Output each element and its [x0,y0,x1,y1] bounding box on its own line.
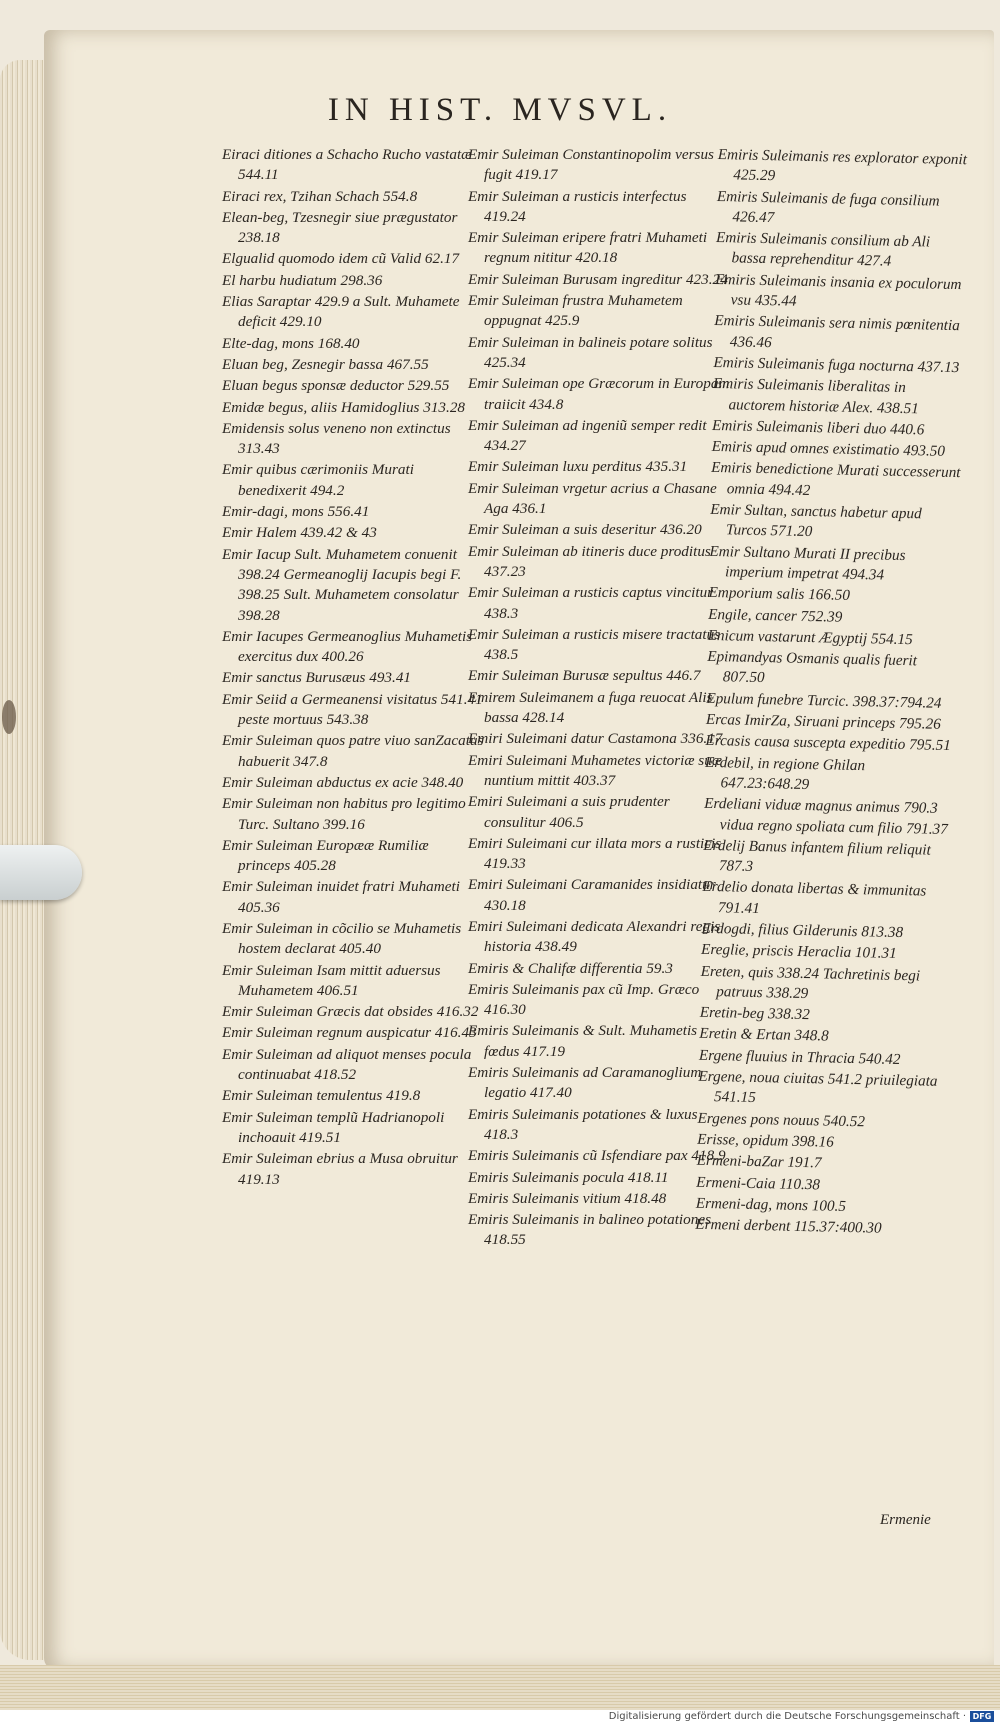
index-entry: Emir Suleiman Burusæ sepultus 446.7 [468,667,701,685]
index-entry: Epimandyas Osmanis qualis fuerit 807.50 [707,648,918,687]
index-entry: Emidæ begus, aliis Hamidoglius 313.28 [222,398,466,416]
index-entry: Ermeni derbent 115.37:400.30 [695,1215,882,1237]
index-entry: Emir Suleiman ad aliquot menses pocula continuabat 418.52 [222,1045,472,1084]
index-entry: Emporium salis 166.50 [708,584,851,605]
index-entry: Emiris Suleimanis potationes & luxus 418.3 [468,1105,698,1143]
index-entry: Emiris Suleimanis sera nimis pœnitentia 436.46 [714,312,960,351]
book-bottom-edge [0,1665,1000,1710]
index-entry: Emiri Suleimani Caramanides insidiatur 430.18 [468,876,716,914]
index-entry: El harbu hudiatum 298.36 [222,271,383,289]
index-entry: Emir Suleiman templũ Hadrianopoli inchoauit 419.51 [222,1108,445,1146]
index-entry: Emiri Suleimani cur illata mors a rusticis 419.33 [468,834,722,873]
index-entry: Enicum vastarunt Ægyptij 554.15 [707,626,913,649]
index-entry: Emir-dagi, mons 556.41 [222,503,370,521]
index-entry: Engile, cancer 752.39 [707,605,843,626]
index-entry: Eluan beg, Zesnegir bassa 467.55 [222,355,429,373]
index-entry: Emir Sultan, sanctus habetur apud Turcos 571.20 [710,500,922,541]
index-entry: Emir Suleiman ope Græcorum in Europam traiicit 434.8 [468,375,730,413]
index-entry: Emir Suleiman a rusticis misere tractatus 438.5 [468,625,721,664]
index-entry: Eiraci ditiones a Schacho Rucho vastatæ 544.11 [222,146,472,184]
index-entry: Emiris & Chalifæ differentia 59.3 [468,959,673,977]
index-entry: Emiris Suleimanis in balineo potationes 418.55 [468,1211,711,1249]
index-column-3 [695,145,968,1241]
index-entry: Emir Suleiman Europææ Rumiliæ princeps 405.28 [222,836,429,875]
index-entry: Emiri Suleimani a suis prudenter consulitur 406.5 [468,793,670,831]
index-entry: Emir sanctus Burusæus 493.41 [222,669,412,687]
index-entry: Emiri Suleimani dedicata Alexandri regis historia 438.49 [468,917,721,956]
index-entry: Erdebil, in regione Ghilan 647.23:648.29 [704,753,866,793]
running-header: IN HIST. MVSVL. [327,92,673,128]
index-entry: Emir Suleiman a suis deseritur 436.20 [468,521,702,539]
index-entry: Eretin-beg 338.32 [699,1003,810,1024]
index-entry: Emir Suleiman ad ingeniũ semper redit 434.27 [468,416,707,455]
index-entry: Emiris Suleimanis res explorator exponit 425.29 [717,145,968,185]
index-entry: Erdelij Banus infantem filium reliquit 787.3 [703,836,931,875]
index-entry: Emir Suleiman ab itineris duce proditus 437.23 [468,542,711,580]
index-entry: Ermeni-dag, mons 100.5 [695,1194,847,1215]
index-entry: Emir Suleiman in balineis potare solitus 425.34 [468,333,713,371]
index-entry: Elte-dag, mons 168.40 [222,334,360,352]
index-entry: Emir Suleiman in cõcilio se Muhametis hostem declarat 405.40 [222,919,462,958]
index-column-2 [468,145,730,1252]
index-entry: Erisse, opidum 398.16 [696,1130,835,1151]
index-entry: Emidensis solus veneno non extinctus 313.43 [222,419,451,458]
index-entry: Emiris Suleimanis de fuga consilium 426.47 [716,187,940,227]
index-entry: Emir Suleiman ebrius a Musa obruitur 419.13 [222,1150,458,1188]
index-entry: Emir Sultano Murati II precibus imperium impetrat 494.34 [709,542,906,584]
index-entry: Elgualid quomodo idem cũ Valid 62.17 [222,250,460,268]
index-entry: Erdeliani viduæ magnus animus 790.3 vidua regno spoliata cum filio 791.37 [704,795,948,838]
index-entry: Emir Suleiman non habitus pro legitimo Turc. Sultano 399.16 [222,795,466,833]
index-entry: Emiris Suleimanis pax cũ Imp. Græco 416.30 [468,980,700,1019]
index-entry: Emir quibus cærimoniis Murati benedixerit 494.2 [222,461,414,499]
index-entry: Emir Suleiman regnum auspicatur 416.43 [222,1024,477,1042]
index-entry: Emir Suleiman Isam mittit aduersus Muhametem 406.51 [222,961,441,999]
index-entry: Emiris Suleimanis fuga nocturna 437.13 [713,353,960,377]
index-entry: Elias Saraptar 429.9 a Sult. Muhamete deficit 429.10 [222,293,460,331]
index-entry: Ergenes pons nouus 540.52 [697,1109,866,1130]
funding-footer: Digitalisierung gefördert durch die Deutsche Forschungsgemeinschaft · [608,1711,966,1722]
index-entry: Emiris Suleimanis liberalitas in auctorem historiæ Alex. 438.51 [712,375,919,417]
index-entry: Emiris apud omnes existimatio 493.50 [711,438,946,460]
index-entry: Emiris Suleimanis consilium ab Ali bassa reprehenditur 427.4 [715,229,931,271]
index-entry: Ermeni-baZar 191.7 [696,1152,822,1172]
index-entry: Emiris Suleimanis ad Caramanoglium legatio 417.40 [468,1064,702,1102]
index-entry: Emir Iacup Sult. Muhametem conuenit 398.24 Germeanoglij Iacupis begi F. 398.25 Sult. Muhametem consolatur 398.28 [222,545,462,624]
index-entry: Erdogdi, filius Gilderunis 813.38 [701,919,904,942]
index-entry: Epulum funebre Turcic. 398.37:794.24 [706,689,942,712]
index-entry: Ergene, noua ciuitas 541.2 priuilegiata 541.15 [698,1067,938,1107]
index-entry: Ergene fluuius in Thracia 540.42 [698,1046,901,1068]
index-entry: Ereten, quis 338.24 Tachretinis begi patruus 338.29 [700,962,921,1002]
index-column-1 [222,145,484,1191]
index-entry: Emiris benedictione Murati successerunt omnia 494.42 [711,459,961,499]
index-entry: Emir Halem 439.42 & 43 [222,524,377,542]
index-entry: Emiris Suleimanis insania ex poculorum vsu 435.44 [715,270,962,310]
index-entry: Emir Suleiman vrgetur acrius a Chasane Aga 436.1 [468,479,717,518]
index-entry: Ermeni-Caia 110.38 [696,1173,821,1193]
index-entry: Emir Suleiman Burusam ingreditur 423.24 [468,270,728,288]
index-entry: Eretin & Ertan 348.8 [699,1025,829,1045]
index-entry: Ercasis causa suscepta expeditio 795.51 [705,732,952,755]
catchword: Ermenie [880,1512,931,1528]
index-entry: Emir Suleiman Constantinopolim versus fugit 419.17 [468,146,714,184]
ink-blot [2,700,16,734]
index-entry: Emir Suleiman temulentus 419.8 [222,1087,421,1105]
index-entry: Eluan begus sponsæ deductor 529.55 [222,377,450,395]
page-clip [0,845,82,900]
index-entry: Emir Suleiman a rusticis captus vincitur 438.3 [468,584,714,622]
index-entry: Emir Suleiman quos patre viuo sanZacatus habuerit 347.8 [222,732,484,770]
index-entry: Emir Seiid a Germeanensi visitatus 541.41 peste mortuus 543.38 [222,690,483,729]
index-entry: Emir Iacupes Germeanoglius Muhametis exercitus dux 400.26 [222,627,473,666]
index-entry: Emir Suleiman luxu perditus 435.31 [468,458,688,476]
index-entry: Emiris Suleimanis cũ Isfendiare pax 418.9 [468,1147,726,1165]
index-entry: Emir Suleiman Græcis dat obsides 416.32 [222,1003,479,1021]
index-entry: Eiraci rex, Tzihan Schach 554.8 [222,187,418,205]
index-entry: Emirem Suleimanem a fuga reuocat Alis bassa 428.14 [468,688,713,727]
index-entry: Emir Suleiman a rusticis interfectus 419.24 [468,187,687,225]
index-entry: Emir Suleiman abductus ex acie 348.40 [222,773,464,791]
index-entry: Emiri Suleimani datur Castamona 336.17 [468,730,723,748]
index-entry: Emiris Suleimanis vitium 418.48 [468,1189,667,1207]
index-entry: Emir Suleiman inuidet fratri Muhameti 405.36 [222,878,460,916]
index-entry: Emiris Suleimanis & Sult. Muhametis fœdus 417.19 [468,1022,698,1060]
index-entry: Emiri Suleimani Muhametes victoriæ suæ nuntium mittit 403.37 [468,751,722,789]
index-entry: Elean-beg, Tzesnegir siue prægustator 238.18 [222,208,458,247]
dfg-logo: DFG [970,1711,994,1722]
index-entry: Emiris Suleimanis liberi duo 440.6 [711,416,925,439]
index-entry: Ercas ImirZa, Siruani princeps 795.26 [705,710,941,733]
index-entry: Emir Suleiman eripere fratri Muhameti regnum nititur 420.18 [468,229,708,267]
index-entry: Emiris Suleimanis pocula 418.11 [468,1168,669,1186]
index-entry: Emir Suleiman frustra Muhametem oppugnat 425.9 [468,292,683,330]
index-entry: Ereglie, priscis Heraclia 101.31 [700,941,897,963]
index-entry: Erdelio donata libertas & immunitas 791.41 [702,878,927,917]
